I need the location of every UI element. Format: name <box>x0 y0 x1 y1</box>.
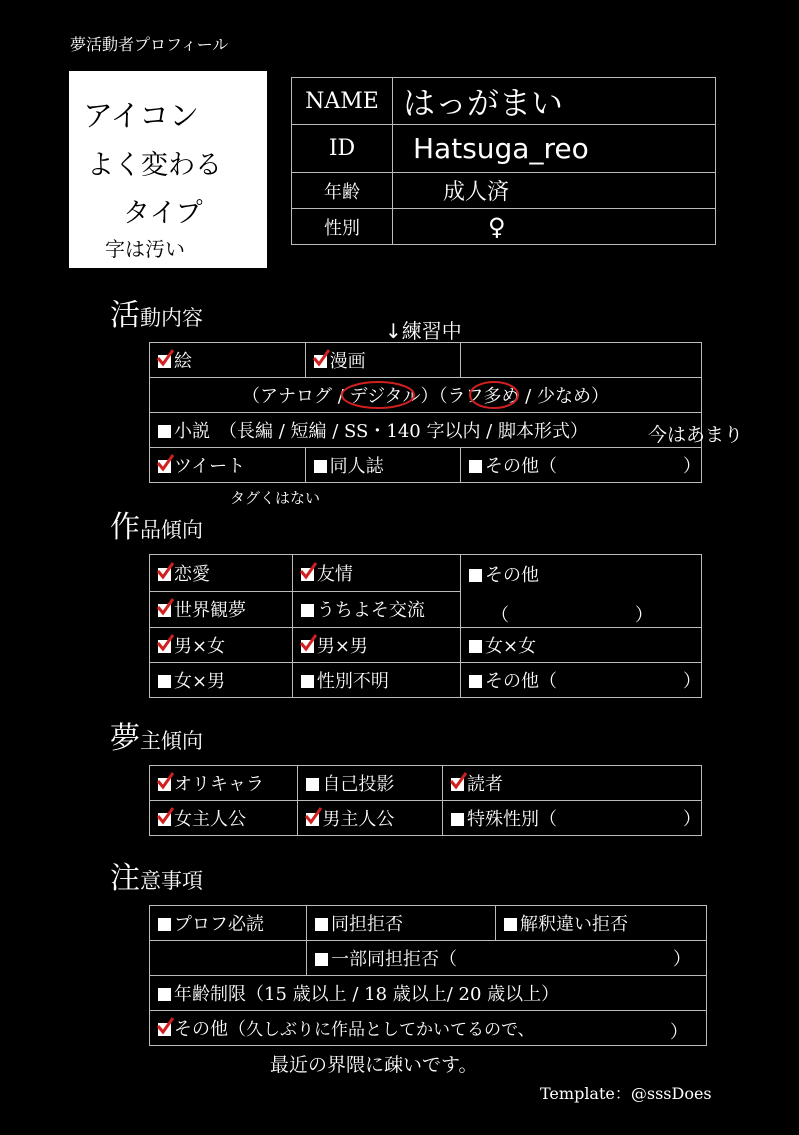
works-heading: 作品傾向 <box>110 510 203 545</box>
option-label: 同人誌 <box>329 456 384 477</box>
icon-line: 字は汚い <box>105 237 185 261</box>
cell-oc[interactable] <box>150 766 298 801</box>
cell-manga[interactable] <box>305 343 460 378</box>
checkbox[interactable] <box>469 640 482 653</box>
checkbox[interactable] <box>314 460 327 473</box>
cell-tweet[interactable] <box>150 448 306 483</box>
checkbox-checked[interactable] <box>301 568 314 581</box>
age-value: 成人済 <box>393 173 716 209</box>
option-label: 男×女 <box>174 636 226 657</box>
option-label: 女×女 <box>485 636 537 657</box>
checkbox-checked[interactable] <box>158 1023 171 1036</box>
cell-other[interactable] <box>461 555 702 628</box>
checkbox[interactable] <box>158 425 171 438</box>
activity-table <box>149 342 702 483</box>
checkbox[interactable] <box>158 675 171 688</box>
cell-male[interactable] <box>298 801 443 836</box>
option-label: 小説 （長編 / 短編 / SS・140 字以内 / 脚本形式） <box>174 421 588 442</box>
option-label: 解釈違い拒否 <box>520 914 628 935</box>
cell-sekai[interactable] <box>150 591 293 628</box>
checkbox[interactable] <box>315 918 328 931</box>
empty-cell <box>461 343 702 378</box>
other-handwritten-line2: 最近の界隈に疎いです。 <box>270 1054 478 1076</box>
checkbox[interactable] <box>504 918 517 931</box>
circle-mark <box>339 380 417 410</box>
checkbox[interactable] <box>158 988 171 1001</box>
option-label: その他（ <box>174 1019 246 1040</box>
option-label: 女主人公 <box>174 809 246 830</box>
cell-reader[interactable] <box>443 766 702 801</box>
checkbox[interactable] <box>469 675 482 688</box>
checkbox-checked[interactable] <box>301 640 314 653</box>
checkbox-checked[interactable] <box>158 640 171 653</box>
name-value: はっがまい <box>393 78 716 125</box>
empty-cell <box>150 941 307 976</box>
template-credit: Template：@sssDoes <box>540 1084 712 1103</box>
option-label: プロフ必読 <box>174 914 264 935</box>
other-paren: （ ） <box>491 605 653 626</box>
checkbox[interactable] <box>451 813 464 826</box>
cell-fm[interactable] <box>150 663 293 698</box>
age-label: 年齢 <box>292 173 393 209</box>
checkbox-checked[interactable] <box>314 355 327 368</box>
cell-special[interactable] <box>443 801 702 836</box>
cell-same-reject[interactable] <box>307 906 496 941</box>
checkbox-checked[interactable] <box>158 460 171 473</box>
checkbox[interactable] <box>158 918 171 931</box>
style-line: （アナログ / デジタル）（ラフ多め / 少なめ） <box>150 378 702 413</box>
gender-label: 性別 <box>292 209 393 245</box>
checkbox[interactable] <box>301 675 314 688</box>
option-label: 性別不明 <box>316 671 389 692</box>
cell-doujinshi[interactable] <box>305 448 460 483</box>
option-label: 友情 <box>316 563 353 585</box>
option-label: 恋愛 <box>174 563 210 585</box>
icon-line: アイコン <box>83 99 200 134</box>
page-title: 夢活動者プロフィール <box>70 35 229 54</box>
cell-self[interactable] <box>298 766 443 801</box>
option-label: 漫画 <box>329 351 366 372</box>
cell-ff[interactable] <box>461 628 702 663</box>
cell-mm[interactable] <box>292 628 460 663</box>
option-label: 男主人公 <box>322 809 395 830</box>
cell-other[interactable] <box>150 1011 707 1046</box>
checkbox-checked[interactable] <box>158 778 171 791</box>
option-label: オリキャラ <box>174 774 264 795</box>
option-label: 同担拒否 <box>331 914 403 935</box>
cell-uchiyoso[interactable] <box>292 591 460 628</box>
icon-line: タイプ <box>123 198 203 229</box>
tweet-note: タグくはない <box>230 489 321 507</box>
cell-mf[interactable] <box>150 628 293 663</box>
name-label: NAME <box>292 78 393 125</box>
option-label: その他 <box>485 565 539 586</box>
circle-mark <box>468 380 520 410</box>
checkbox[interactable] <box>306 778 319 791</box>
option-label: その他（ ） <box>485 671 701 692</box>
checkbox[interactable] <box>469 460 482 473</box>
yume-heading: 夢主傾向 <box>110 721 203 756</box>
activity-heading: 活動内容 <box>110 298 203 333</box>
checkbox-checked[interactable] <box>158 604 171 617</box>
checkbox[interactable] <box>301 604 314 617</box>
cell-unknown[interactable] <box>292 663 460 698</box>
cell-other[interactable] <box>461 448 702 483</box>
other-suffix: ） <box>670 1022 688 1043</box>
option-label: その他（ ） <box>485 456 701 477</box>
checkbox-checked[interactable] <box>451 778 464 791</box>
icon-line: よく変わる <box>87 150 222 181</box>
option-label: 一部同担拒否（ ） <box>331 949 691 970</box>
id-value: Hatsuga_reo <box>393 125 716 173</box>
checkbox-checked[interactable] <box>158 355 171 368</box>
notes-heading: 注意事項 <box>110 861 203 896</box>
cell-other2[interactable] <box>461 663 702 698</box>
checkbox[interactable] <box>469 569 482 582</box>
cell-e[interactable] <box>150 343 306 378</box>
option-label: 絵 <box>174 351 192 372</box>
option-label: 特殊性別（ ） <box>467 809 701 830</box>
option-label: 女×男 <box>174 671 226 692</box>
cell-profile[interactable] <box>150 906 307 941</box>
option-label: 自己投影 <box>322 774 395 795</box>
checkbox-checked[interactable] <box>158 568 171 581</box>
option-label: 世界観夢 <box>174 600 246 622</box>
cell-friendship[interactable] <box>292 555 460 592</box>
novel-note: 今はあまり <box>648 424 744 446</box>
practice-note: ↓練習中 <box>385 319 462 343</box>
option-label: ツイート <box>174 456 246 477</box>
option-label: 年齢制限（15 歳以上 / 18 歳以上/ 20 歳以上） <box>174 984 560 1005</box>
option-label: 読者 <box>467 774 503 795</box>
cell-female[interactable] <box>150 801 298 836</box>
cell-age-limit[interactable] <box>150 976 707 1011</box>
cell-kaishaku[interactable] <box>496 906 707 941</box>
cell-partial[interactable] <box>307 941 707 976</box>
checkbox-checked[interactable] <box>306 813 319 826</box>
profile-table <box>291 77 716 245</box>
icon-placeholder <box>69 71 267 268</box>
checkbox-checked[interactable] <box>158 813 171 826</box>
other-handwritten: 久しぶりに作品としてかいてるので、 <box>246 1020 535 1040</box>
option-label: 男×男 <box>316 636 368 657</box>
option-label: うちよそ交流 <box>316 600 425 622</box>
checkbox[interactable] <box>315 953 328 966</box>
yume-table <box>149 765 702 836</box>
gender-value: ♀ <box>393 209 716 245</box>
works-table <box>149 554 702 698</box>
notes-table <box>149 905 707 1046</box>
id-label: ID <box>292 125 393 173</box>
cell-novel[interactable] <box>150 413 702 448</box>
cell-romance[interactable] <box>150 555 293 592</box>
